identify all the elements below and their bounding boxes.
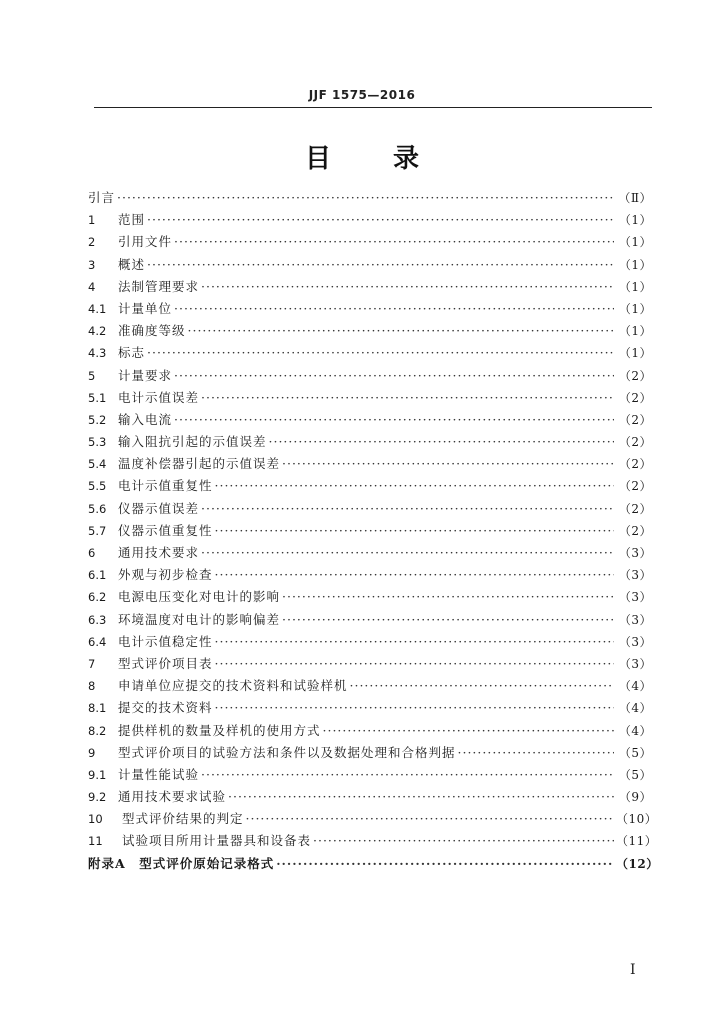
toc-entry[interactable]: [88, 320, 652, 342]
toc-entry-number: 6.2: [88, 590, 107, 605]
toc-entry-label: 概述: [118, 256, 146, 272]
toc-entry-number: 6.3: [88, 612, 107, 627]
toc-dot-leader: [228, 786, 614, 808]
toc-dot-leader: [282, 586, 614, 608]
toc-entry-page: （3）: [618, 568, 652, 583]
toc-entry-label: 提供样机的数量及样机的使用方式: [118, 722, 321, 738]
toc-entry-page: （5）: [618, 745, 652, 760]
toc-entry-page: （2）: [618, 457, 652, 472]
toc-entry-label: 电计示值误差: [118, 389, 200, 405]
toc-entry[interactable]: [88, 631, 652, 653]
toc-entry-page: （2）: [618, 390, 652, 405]
toc-dot-leader: [174, 365, 614, 387]
toc-dot-leader: [215, 475, 614, 497]
toc-dot-leader: [147, 254, 614, 276]
toc-entry-page: （3）: [618, 546, 652, 560]
toc-entry-page: （1）: [618, 257, 652, 272]
toc-entry-number: 8.1: [88, 701, 107, 716]
toc-entry-number: 4.1: [88, 301, 107, 316]
toc-entry-label: 输入电流: [118, 411, 173, 427]
toc-entry-page: （3）: [618, 656, 652, 671]
toc-entry-number: 5.5: [88, 479, 107, 494]
toc-dot-leader: [201, 542, 614, 564]
toc-entry-page: （4）: [618, 701, 652, 716]
toc-entry-label: 标志: [118, 345, 146, 361]
toc-dot-leader: [147, 209, 614, 231]
toc-entry-label: 提交的技术资料: [118, 700, 213, 716]
toc-entry-number: 9.1: [88, 767, 107, 782]
toc-entry-label: 范围: [118, 212, 146, 228]
toc-entry-number: 4: [88, 279, 96, 294]
toc-entry[interactable]: [88, 586, 652, 608]
toc-dot-leader: [117, 187, 614, 209]
toc-entry-page: （2）: [618, 501, 652, 516]
toc-entry[interactable]: [88, 475, 652, 497]
toc-entry-page: （4）: [618, 679, 652, 694]
toc-entry[interactable]: [88, 298, 652, 320]
toc-entry-label: 引用文件: [118, 234, 173, 250]
toc-dot-leader: [282, 453, 614, 475]
toc-entry[interactable]: [88, 409, 652, 431]
toc-entry-page: （5）: [618, 767, 652, 782]
toc-dot-leader: [215, 631, 614, 653]
toc-entry[interactable]: [88, 764, 652, 786]
toc-entry[interactable]: [88, 786, 652, 808]
toc-entry-label: 仪器示值重复性: [118, 522, 213, 538]
toc-dot-leader: [201, 498, 614, 520]
toc-entry-label: 引言: [88, 190, 116, 205]
toc-entry[interactable]: [88, 365, 652, 387]
toc-entry-label: 环境温度对电计的影响偏差: [118, 611, 281, 627]
toc-dot-leader: [174, 231, 614, 253]
toc-entry-page: （1）: [618, 235, 652, 250]
toc-dot-leader: [215, 564, 614, 586]
toc-entry-page: （12）: [616, 856, 659, 871]
toc-entry-page: （3）: [618, 590, 652, 605]
toc-entry-page: （2）: [618, 412, 652, 427]
toc-entry-label: 型式评价项目的试验方法和条件以及数据处理和合格判据: [118, 744, 456, 760]
toc-entry[interactable]: [88, 564, 652, 586]
toc-entry[interactable]: [88, 653, 652, 675]
toc-entry-label: 温度补偿器引起的示值误差: [118, 456, 281, 472]
toc-entry[interactable]: [88, 276, 652, 298]
toc-entry[interactable]: [88, 675, 652, 697]
toc-dot-leader: [174, 298, 614, 320]
table-of-contents: [88, 187, 659, 875]
toc-entry[interactable]: [88, 542, 652, 564]
toc-entry-number: 5.7: [88, 523, 107, 538]
toc-entry-label: 型式评价项目表: [118, 655, 213, 671]
toc-entry-label: 仪器示值误差: [118, 500, 200, 516]
toc-entry-number: 8: [88, 679, 96, 694]
toc-entry[interactable]: [88, 498, 652, 520]
toc-entry-label: 电计示值重复性: [118, 478, 213, 494]
toc-dot-leader: [147, 342, 614, 364]
toc-entry-number: 1: [88, 213, 96, 228]
toc-entry-label: 计量单位: [118, 300, 173, 316]
toc-entry-number: 11: [88, 834, 103, 849]
toc-dot-leader: [174, 409, 614, 431]
page-number: I: [630, 962, 636, 978]
toc-dot-leader: [215, 653, 614, 675]
toc-entry-label: 外观与初步检查: [118, 567, 213, 583]
toc-entry-number: 5.2: [88, 412, 107, 427]
toc-entry-page: （4）: [618, 723, 652, 738]
toc-entry-label: 电源电压变化对电计的影响: [118, 589, 281, 605]
toc-entry-label: 输入阻抗引起的示值误差: [118, 434, 267, 450]
toc-entry-number: 9.2: [88, 790, 107, 805]
toc-entry[interactable]: [88, 853, 659, 875]
toc-entry[interactable]: [88, 609, 652, 631]
toc-entry-page: （9）: [618, 790, 652, 805]
toc-entry-page: （2）: [618, 523, 652, 538]
toc-entry-label: 计量要求: [118, 367, 173, 383]
toc-entry-page: （11）: [616, 834, 658, 849]
page-title: 目录: [304, 144, 481, 174]
toc-dot-leader: [269, 431, 614, 453]
toc-entry[interactable]: [88, 387, 652, 409]
toc-entry-label: 电计示值稳定性: [118, 633, 213, 649]
toc-entry-page: （1）: [618, 301, 652, 316]
toc-entry-number: 5.1: [88, 390, 107, 405]
header-rule-divider: [94, 107, 652, 108]
toc-entry[interactable]: [88, 808, 658, 830]
toc-entry-label: 型式评价结果的判定: [122, 811, 244, 827]
toc-entry-number: 6: [88, 546, 96, 560]
toc-entry-page: （2）: [618, 368, 652, 383]
toc-entry-page: （10）: [616, 812, 658, 827]
toc-entry-page: （1）: [618, 213, 652, 228]
toc-dot-leader: [350, 675, 614, 697]
toc-entry-number: 10: [88, 812, 103, 827]
toc-entry[interactable]: [88, 254, 652, 276]
toc-entry[interactable]: [88, 453, 652, 475]
toc-dot-leader: [201, 764, 614, 786]
toc-entry-label: 准确度等级: [118, 323, 186, 339]
toc-entry[interactable]: [88, 720, 652, 742]
toc-entry-label: 法制管理要求: [118, 278, 200, 294]
toc-entry-number: 9: [88, 745, 96, 760]
toc-dot-leader: [246, 808, 614, 830]
toc-entry-number: 5: [88, 368, 96, 383]
standard-code-header: JJF 1575—2016: [308, 88, 416, 102]
toc-dot-leader: [276, 853, 614, 875]
toc-entry-label: 申请单位应提交的技术资料和试验样机: [118, 678, 348, 694]
toc-dot-leader: [201, 276, 614, 298]
toc-entry-number: 4.2: [88, 324, 107, 339]
toc-entry-number: 6.4: [88, 634, 107, 649]
toc-entry-number: 5.4: [88, 457, 107, 472]
toc-entry-page: （2）: [618, 479, 652, 494]
toc-entry[interactable]: [88, 187, 652, 209]
toc-entry[interactable]: [88, 431, 652, 453]
toc-dot-leader: [215, 520, 614, 542]
toc-dot-leader: [313, 830, 614, 852]
toc-entry-page: （Ⅱ）: [618, 191, 652, 205]
toc-entry-label: 通用技术要求: [118, 545, 200, 560]
toc-entry-page: （1）: [618, 324, 652, 339]
toc-entry-page: （3）: [618, 634, 652, 649]
toc-entry-number: 4.3: [88, 346, 107, 361]
toc-dot-leader: [323, 720, 614, 742]
toc-entry-number: 6.1: [88, 568, 107, 583]
toc-entry[interactable]: [88, 830, 658, 852]
toc-entry-number: 3: [88, 257, 96, 272]
toc-entry-label: 试验项目所用计量器具和设备表: [122, 833, 312, 849]
toc-entry[interactable]: [88, 520, 652, 542]
toc-dot-leader: [188, 320, 614, 342]
toc-entry-page: （1）: [618, 279, 652, 294]
toc-entry-label: 计量性能试验: [118, 766, 200, 782]
toc-entry[interactable]: [88, 209, 652, 231]
toc-entry-page: （1）: [618, 346, 652, 361]
toc-entry-label: 通用技术要求试验: [118, 789, 227, 805]
toc-entry[interactable]: [88, 697, 652, 719]
toc-entry-number: 5.3: [88, 435, 107, 450]
toc-entry-number: 7: [88, 656, 96, 671]
toc-dot-leader: [282, 609, 614, 631]
toc-dot-leader: [215, 697, 614, 719]
toc-entry-number: 8.2: [88, 723, 107, 738]
toc-entry[interactable]: [88, 342, 652, 364]
toc-entry-page: （2）: [618, 435, 652, 450]
toc-entry-number: 2: [88, 235, 96, 250]
toc-dot-leader: [201, 387, 614, 409]
toc-entry[interactable]: [88, 231, 652, 253]
toc-entry-label: 附录A 型式评价原始记录格式: [88, 855, 275, 871]
toc-entry-number: 5.6: [88, 501, 107, 516]
toc-dot-leader: [458, 742, 614, 764]
toc-entry[interactable]: [88, 742, 652, 764]
toc-entry-page: （3）: [618, 612, 652, 627]
